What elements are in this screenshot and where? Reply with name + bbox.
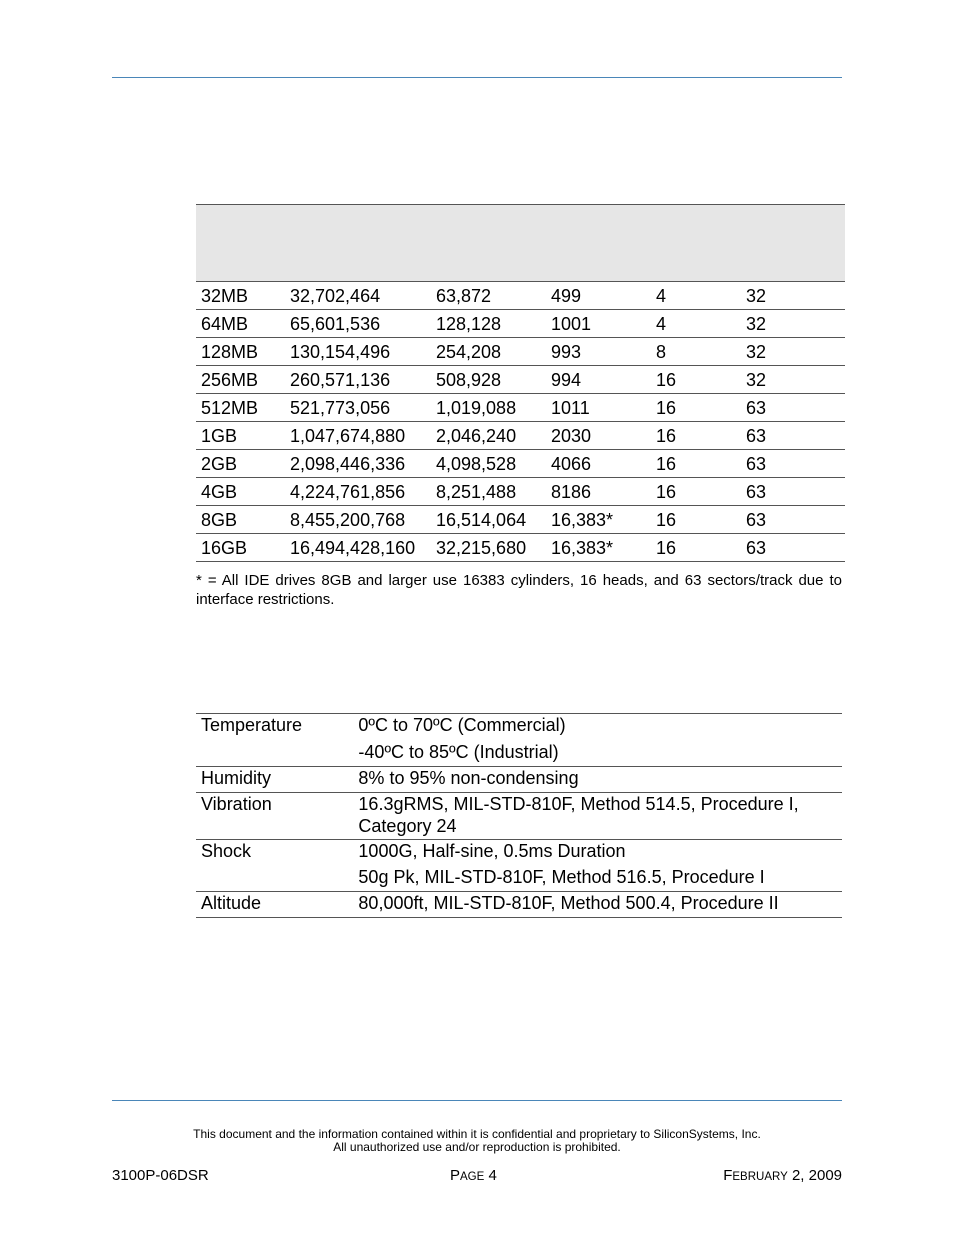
capacity-cell: 16GB: [196, 534, 285, 562]
heads-cell: 8: [651, 338, 741, 366]
table-row: [196, 478, 845, 506]
heads-cell: 16: [651, 394, 741, 422]
table-row: [196, 310, 845, 338]
table-row: [196, 394, 845, 422]
heads-cell: 16: [651, 422, 741, 450]
altitude-value: 80,000ft, MIL-STD-810F, Method 500.4, Procedure II: [358, 893, 779, 913]
shock-label: Shock: [201, 841, 252, 861]
document-date: [723, 1167, 842, 1184]
temperature-group: [196, 714, 842, 767]
environmental-table: [196, 713, 842, 918]
sectors-cell: 2,046,240: [431, 422, 546, 450]
sectors-cell: 16,514,064: [431, 506, 546, 534]
bytes-cell: 260,571,136: [285, 366, 431, 394]
heads-cell: 16: [651, 506, 741, 534]
sectors-per-track-cell: 63: [741, 478, 845, 506]
bytes-cell: 8,455,200,768: [285, 506, 431, 534]
sectors-cell: 63,872: [431, 282, 546, 310]
cylinders-cell: 994: [546, 366, 651, 394]
sectors-per-track-cell: 63: [741, 506, 845, 534]
humidity-label: Humidity: [201, 768, 272, 788]
cylinders-cell: 2030: [546, 422, 651, 450]
sectors-per-track-cell: 32: [741, 366, 845, 394]
document-number: 3100P-06DSR: [112, 1167, 209, 1184]
altitude-label: Altitude: [201, 893, 262, 913]
sectors-cell: 32,215,680: [431, 534, 546, 562]
capacity-cell: 32MB: [196, 282, 285, 310]
sectors-cell: 8,251,488: [431, 478, 546, 506]
table-row: [196, 282, 845, 310]
heads-cell: 16: [651, 478, 741, 506]
sectors-cell: 508,928: [431, 366, 546, 394]
bytes-cell: 1,047,674,880: [285, 422, 431, 450]
heads-cell: 4: [651, 282, 741, 310]
cylinders-cell: 16,383*: [546, 506, 651, 534]
table-row: [196, 422, 845, 450]
heads-cell: 4: [651, 310, 741, 338]
heads-cell: 16: [651, 366, 741, 394]
bytes-cell: 16,494,428,160: [285, 534, 431, 562]
vibration-value: 16.3gRMS, MIL-STD-810F, Method 514.5, Procedure I, Category 24: [358, 794, 799, 836]
humidity-value: 8% to 95% non-condensing: [358, 768, 579, 788]
sectors-per-track-cell: 32: [741, 338, 845, 366]
capacity-cell: 2GB: [196, 450, 285, 478]
capacity-cell: 1GB: [196, 422, 285, 450]
capacity-cell: 64MB: [196, 310, 285, 338]
bytes-cell: 65,601,536: [285, 310, 431, 338]
bytes-cell: 32,702,464: [285, 282, 431, 310]
date-month-rest: EBRUARY: [732, 1171, 788, 1183]
confidentiality-notice: [112, 1128, 842, 1154]
temperature-value-industrial: -40ºC to 85ºC (Industrial): [358, 741, 559, 762]
capacity-cell: 256MB: [196, 366, 285, 394]
table-row: [196, 366, 845, 394]
cylinders-cell: 8186: [546, 478, 651, 506]
bytes-cell: 521,773,056: [285, 394, 431, 422]
header-rule: [112, 77, 842, 78]
cylinders-cell: 16,383*: [546, 534, 651, 562]
capacity-footnote: * = All IDE drives 8GB and larger use 16383 cylinders, 16 heads, and 63 sectors/track due to interface restrictions.: [196, 572, 842, 608]
confidentiality-line-1: This document and the information contained within it is confidential and proprietary to SiliconSystems, Inc.: [193, 1127, 761, 1141]
shock-value-halfsine: 1000G, Half-sine, 0.5ms Duration: [358, 841, 626, 861]
vibration-group: [196, 793, 842, 840]
sectors-per-track-cell: 63: [741, 422, 845, 450]
cylinders-cell: 993: [546, 338, 651, 366]
table-row: [196, 506, 845, 534]
temperature-label: Temperature: [201, 715, 303, 735]
capacity-table-header: [196, 205, 845, 282]
sectors-cell: 4,098,528: [431, 450, 546, 478]
sectors-cell: 1,019,088: [431, 394, 546, 422]
confidentiality-line-2: All unauthorized use and/or reproduction is prohibited.: [333, 1140, 621, 1154]
capacity-cell: 4GB: [196, 478, 285, 506]
capacity-table-body: [196, 282, 845, 562]
table-row: [196, 450, 845, 478]
bytes-cell: 130,154,496: [285, 338, 431, 366]
cylinders-cell: 1011: [546, 394, 651, 422]
humidity-group: [196, 767, 842, 793]
capacity-table: [196, 204, 845, 562]
page-word-rest: AGE: [460, 1171, 485, 1183]
heads-cell: 16: [651, 450, 741, 478]
date-day-year: 2, 2009: [791, 1167, 842, 1184]
capacity-cell: 128MB: [196, 338, 285, 366]
page-word-initial: P: [450, 1167, 461, 1184]
page-number: [450, 1167, 497, 1184]
sectors-cell: 128,128: [431, 310, 546, 338]
cylinders-cell: 499: [546, 282, 651, 310]
capacity-cell: 512MB: [196, 394, 285, 422]
bytes-cell: 4,224,761,856: [285, 478, 431, 506]
temperature-value-commercial: 0ºC to 70ºC (Commercial): [358, 715, 566, 735]
sectors-per-track-cell: 63: [741, 534, 845, 562]
footer-rule: [112, 1100, 842, 1101]
cylinders-cell: 1001: [546, 310, 651, 338]
date-month-initial: F: [723, 1167, 733, 1184]
table-row: [196, 338, 845, 366]
sectors-per-track-cell: 63: [741, 450, 845, 478]
sectors-per-track-cell: 32: [741, 282, 845, 310]
sectors-per-track-cell: 63: [741, 394, 845, 422]
shock-group: [196, 840, 842, 892]
capacity-cell: 8GB: [196, 506, 285, 534]
altitude-group: [196, 892, 842, 918]
page-number-value: 4: [488, 1167, 497, 1184]
vibration-label: Vibration: [201, 794, 272, 814]
sectors-cell: 254,208: [431, 338, 546, 366]
heads-cell: 16: [651, 534, 741, 562]
bytes-cell: 2,098,446,336: [285, 450, 431, 478]
sectors-per-track-cell: 32: [741, 310, 845, 338]
table-row: [196, 534, 845, 562]
shock-value-peak: 50g Pk, MIL-STD-810F, Method 516.5, Procedure I: [358, 866, 765, 887]
cylinders-cell: 4066: [546, 450, 651, 478]
